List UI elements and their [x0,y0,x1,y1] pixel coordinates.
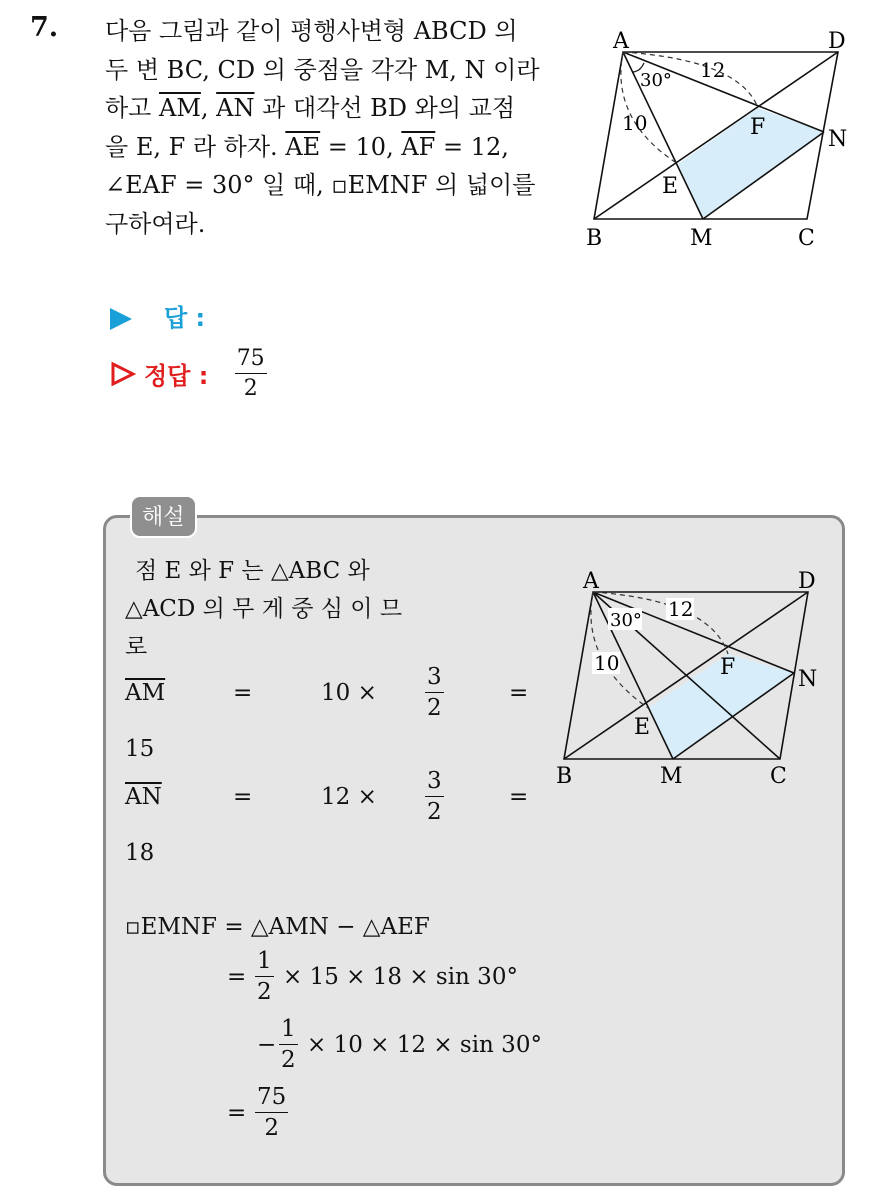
segment-an: $\overline{AN}$ [216,94,255,122]
segment-ae: $\overline{AE}$ [285,132,321,161]
q-text-part: = 12, [435,132,509,161]
sol-label-12: 12 [668,597,694,621]
step2-num: 1 [279,1016,298,1045]
step1-eq: = [227,964,247,990]
question-line-1 [105,12,555,51]
sol-label-f: F [720,655,736,680]
sol-label-b: B [556,764,573,789]
am-result: 15 [125,736,155,762]
am-equation [125,664,545,732]
step-1 [227,950,545,1010]
step2-rest: × 10 × 12 × sin 30° [307,1032,542,1058]
area-equation: ▫EMNF = △AMN − △AEF [125,914,430,940]
segment-am: $\overline{AM}$ [159,94,201,122]
fraction-denominator: 2 [243,376,258,401]
am-eq2: = [509,680,529,706]
label-n: N [828,127,848,152]
sol-label-n: N [798,667,818,692]
question-line-5 [105,166,555,205]
step1-fraction [255,948,274,1005]
solution-tab: 해설 [130,495,197,538]
label-a: A [613,29,629,54]
step3-den: 2 [264,1115,279,1141]
step3-num: 75 [255,1084,288,1113]
am-fraction [425,664,444,721]
sol-label-c: C [770,764,787,789]
question-line-4 [105,128,555,167]
label-10: 10 [622,111,648,135]
step3-eq: = [227,1100,247,1126]
q-text-part: 구하여라. [105,209,206,238]
step1-num: 1 [255,948,274,977]
sol-label-a: A [583,569,599,594]
parallelogram-figure [580,20,860,255]
question-line-6 [105,205,555,244]
an-frac-num: 3 [425,768,444,797]
correct-answer-label: 정답 : [144,362,209,390]
solution-figure [550,560,840,795]
step2-minus: − [257,1032,277,1058]
question-number: 7. [30,12,59,43]
answer-row [110,298,205,333]
segment-af: $\overline{AF}$ [401,132,436,161]
step-3 [227,1086,545,1146]
sol-label-e: E [634,715,651,740]
sol-label-30: 30° [610,610,642,631]
am-mul: 10 × [321,680,377,706]
an-frac-den: 2 [427,799,442,825]
answer-label: 답 : [164,304,206,332]
fraction-numerator: 75 [235,346,267,374]
q-text-part: 을 E, F 라 하자. [105,132,286,161]
label-m: M [690,226,713,251]
question-text [105,12,555,243]
solution-intro-1: 점 E 와 F 는 △ABC 와 [135,558,370,584]
q-text-part: 과 대각선 BD 와의 교점 [254,94,516,122]
outline-play-icon [110,361,136,387]
solution-intro-2: △ACD 의 무 게 중 심 이 므 [125,596,403,622]
q-text-part: 다음 그림과 같이 평행사변형 ABCD 의 [105,17,518,45]
sol-label-10: 10 [594,651,620,675]
q-text-part: , [200,94,217,122]
am-eq: = [233,680,253,706]
label-e: E [662,174,679,199]
am-frac-den: 2 [427,695,442,721]
label-b: B [586,226,603,251]
solution-content [125,552,545,1152]
an-fraction [425,768,444,825]
step2-den: 2 [281,1047,296,1073]
am-label: $\overline{AM}$ [125,680,166,706]
am-frac-num: 3 [425,664,444,693]
play-icon [110,308,132,330]
label-d: D [828,29,846,54]
q-text-part: 하고 [105,94,159,122]
solution-intro-3: 로 [125,634,148,660]
label-12: 12 [700,58,726,82]
q-text-part: = 10, [320,132,402,161]
step-2 [257,1018,545,1078]
step1-den: 2 [257,979,272,1005]
step2-fraction [279,1016,298,1073]
sol-label-m: M [660,764,683,789]
label-30: 30° [640,70,672,91]
an-label: $\overline{AN}$ [125,784,162,810]
an-result: 18 [125,840,155,866]
step3-fraction [255,1084,288,1141]
an-mul: 12 × [321,784,377,810]
label-f: F [750,115,766,140]
an-equation [125,768,545,836]
correct-answer-row [110,346,267,401]
question-line-3 [105,89,555,128]
q-text-part: 두 변 BC, CD 의 중점을 각각 M, N 이라 [105,55,540,84]
question-line-2 [105,51,555,90]
step1-rest: × 15 × 18 × sin 30° [283,964,518,990]
q-text-part: ∠EAF = 30° 일 때, ▫EMNF 의 넓이를 [105,171,536,199]
an-eq: = [233,784,253,810]
correct-answer-fraction [235,346,267,401]
label-c: C [798,226,815,251]
sol-label-d: D [798,569,816,594]
an-eq2: = [509,784,529,810]
